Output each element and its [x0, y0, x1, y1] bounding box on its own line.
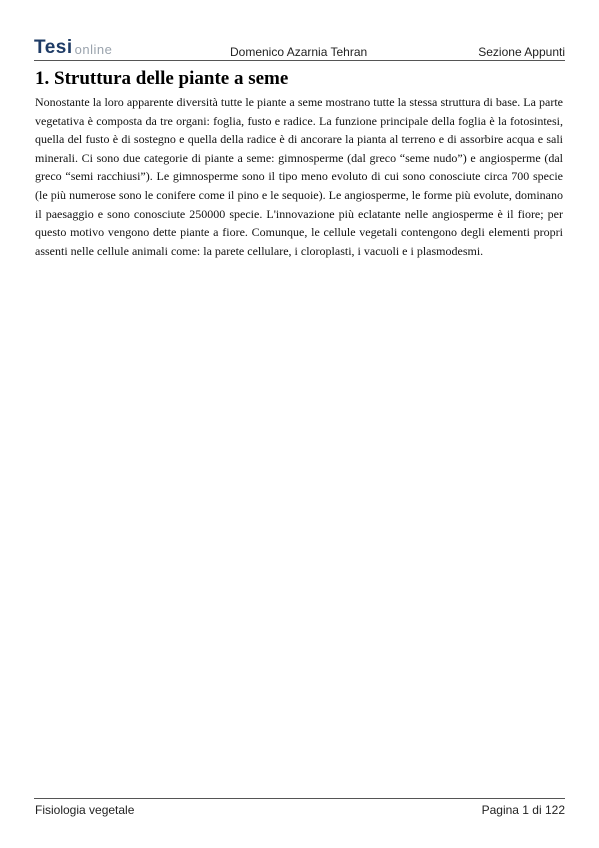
header-author: Domenico Azarnia Tehran	[230, 45, 368, 59]
tesionline-logo	[34, 38, 112, 58]
logo-sub-text: online	[74, 42, 113, 57]
page-footer	[34, 798, 565, 821]
footer-course: Fisiologia vegetale	[35, 803, 135, 817]
body-paragraph: Nonostante la loro apparente diversità tutte le piante a seme mostrano tutte la stessa struttura di base. La parte vegetativa è composta da tre organi: foglia, fusto e radice. La funzione principale della foglia è la fotosintesi, quella del fusto è di sostegno e quella della radice è di ancorare la pianta al terreno e di assorbire acqua e sali minerali. Ci sono due categorie di piante a seme: gimnosperme (dal greco “seme nudo”) e angiosperme (dal greco “semi racchiusi”). Le gimnosperme sono il tipo meno evoluto di cui sono conosciute circa 700 specie (le più numerose sono le conifere come il pino e le sequoie). Le angiosperme, le forme più evolute, dominano il paesaggio e sono conosciute 250000 specie. L'innovazione più eclatante nelle angiosperme è il fiore; per questo motivo vengono dette piante a fiore. Comunque, le cellule vegetali contengono degli elementi propri assenti nelle cellule animali come: la parete cellulare, i cloroplasti, i vacuoli e i plasmodesmi.	[35, 95, 563, 258]
section-title: 1. Struttura delle piante a seme	[35, 68, 289, 89]
footer-page-number: Pagina 1 di 122	[481, 803, 565, 817]
logo-main-text: Tesi	[34, 37, 73, 58]
page-header	[34, 38, 565, 61]
header-section: Sezione Appunti	[478, 45, 565, 59]
